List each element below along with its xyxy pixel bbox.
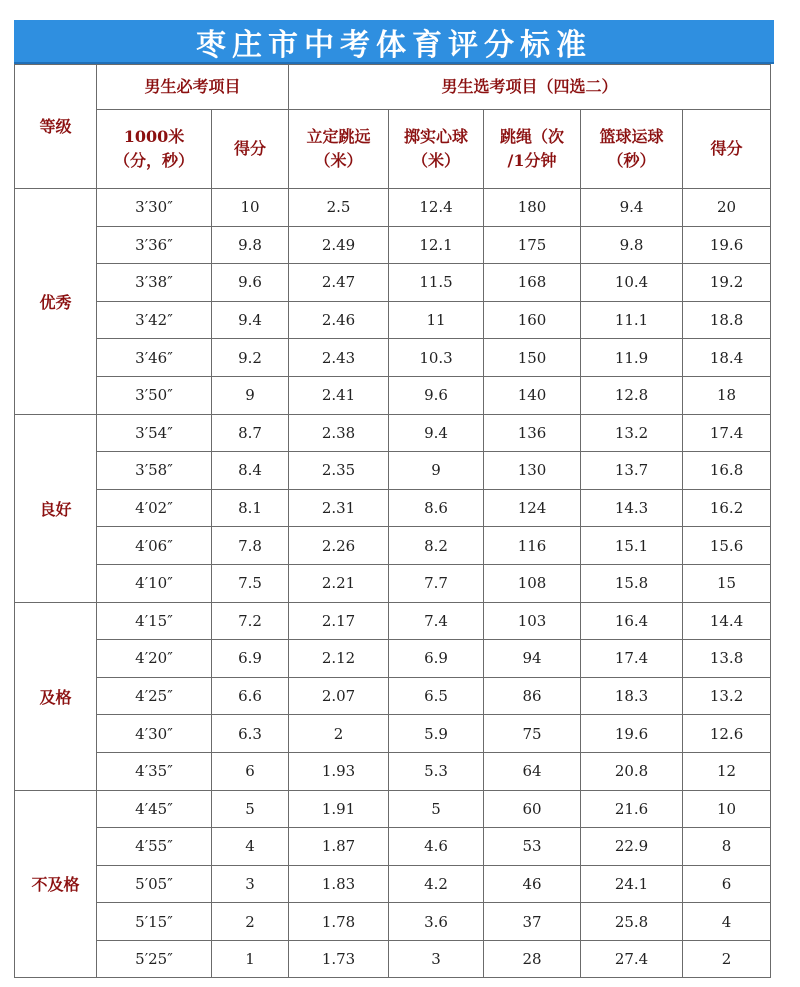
- long-jump-cell: 1.83: [289, 865, 389, 903]
- score2-cell: 14.4: [683, 602, 771, 640]
- score1-cell: 7.8: [212, 527, 289, 565]
- score2-cell: 10: [683, 790, 771, 828]
- jump-rope-cell: 94: [484, 640, 581, 678]
- run-1000m-header-line1: 1000米: [123, 127, 185, 146]
- basketball-dribble-header: [581, 110, 683, 189]
- run-1000m-cell: 4′25″: [97, 677, 212, 715]
- score2-cell: 2: [683, 940, 771, 978]
- solid-ball-cell: 9: [389, 452, 484, 490]
- long-jump-cell: 1.93: [289, 752, 389, 790]
- solid-ball-cell: 12.4: [389, 189, 484, 227]
- jump-rope-cell: 53: [484, 828, 581, 866]
- score1-cell: 5: [212, 790, 289, 828]
- jump-rope-cell: 86: [484, 677, 581, 715]
- solid-ball-cell: 10.3: [389, 339, 484, 377]
- run-1000m-cell: 5′25″: [97, 940, 212, 978]
- basketball-dribble-header-line1: 篮球运球: [599, 127, 664, 146]
- jump-rope-cell: 136: [484, 414, 581, 452]
- solid-ball-cell: 9.4: [389, 414, 484, 452]
- score2-cell: 13.8: [683, 640, 771, 678]
- long-jump-cell: 2: [289, 715, 389, 753]
- basketball-dribble-cell: 24.1: [581, 865, 683, 903]
- table-row: [15, 640, 771, 678]
- jump-rope-cell: 46: [484, 865, 581, 903]
- score1-cell: 2: [212, 903, 289, 941]
- table-row: [15, 828, 771, 866]
- score1-cell: 10: [212, 189, 289, 227]
- basketball-dribble-cell: 15.8: [581, 564, 683, 602]
- run-1000m-cell: 3′50″: [97, 376, 212, 414]
- table-row: [15, 790, 771, 828]
- run-1000m-cell: 4′55″: [97, 828, 212, 866]
- solid-ball-cell: 8.2: [389, 527, 484, 565]
- solid-ball-cell: 8.6: [389, 489, 484, 527]
- run-1000m-cell: 5′05″: [97, 865, 212, 903]
- solid-ball-cell: 6.9: [389, 640, 484, 678]
- score2-cell: 18.8: [683, 301, 771, 339]
- table-row: [15, 489, 771, 527]
- score1-cell: 8.1: [212, 489, 289, 527]
- table-row: [15, 564, 771, 602]
- solid-ball-cell: 6.5: [389, 677, 484, 715]
- run-1000m-cell: 4′10″: [97, 564, 212, 602]
- score2-cell: 16.2: [683, 489, 771, 527]
- table-row: [15, 527, 771, 565]
- long-jump-cell: 1.87: [289, 828, 389, 866]
- score2-cell: 20: [683, 189, 771, 227]
- grade-cell: 良好: [15, 414, 97, 602]
- table-row: [15, 189, 771, 227]
- solid-ball-header-line2: （米）: [412, 151, 461, 170]
- solid-ball-cell: 5.3: [389, 752, 484, 790]
- basketball-dribble-cell: 15.1: [581, 527, 683, 565]
- basketball-dribble-cell: 22.9: [581, 828, 683, 866]
- score2-cell: 6: [683, 865, 771, 903]
- table-row: [15, 376, 771, 414]
- run-1000m-cell: 5′15″: [97, 903, 212, 941]
- score1-cell: 6.6: [212, 677, 289, 715]
- score2-header: 得分: [683, 110, 771, 189]
- jump-rope-cell: 180: [484, 189, 581, 227]
- run-1000m-cell: 3′46″: [97, 339, 212, 377]
- solid-ball-cell: 12.1: [389, 226, 484, 264]
- run-1000m-cell: 4′45″: [97, 790, 212, 828]
- jump-rope-header-line2: /1分钟: [507, 151, 557, 170]
- jump-rope-cell: 150: [484, 339, 581, 377]
- run-1000m-cell: 3′42″: [97, 301, 212, 339]
- jump-rope-cell: 160: [484, 301, 581, 339]
- long-jump-cell: 2.43: [289, 339, 389, 377]
- long-jump-cell: 2.07: [289, 677, 389, 715]
- basketball-dribble-cell: 19.6: [581, 715, 683, 753]
- jump-rope-header: [484, 110, 581, 189]
- optional-group-header: 男生选考项目（四选二）: [289, 65, 771, 110]
- solid-ball-cell: 3: [389, 940, 484, 978]
- table-row: [15, 339, 771, 377]
- jump-rope-cell: 108: [484, 564, 581, 602]
- score1-cell: 6.3: [212, 715, 289, 753]
- jump-rope-cell: 124: [484, 489, 581, 527]
- solid-ball-cell: 5: [389, 790, 484, 828]
- solid-ball-cell: 7.4: [389, 602, 484, 640]
- table-row: [15, 301, 771, 339]
- score1-cell: 4: [212, 828, 289, 866]
- score2-cell: 19.2: [683, 264, 771, 302]
- jump-rope-cell: 37: [484, 903, 581, 941]
- score2-cell: 17.4: [683, 414, 771, 452]
- long-jump-header-line2: （米）: [314, 151, 363, 170]
- basketball-dribble-cell: 21.6: [581, 790, 683, 828]
- page-title: 枣庄市中考体育评分标准: [14, 20, 774, 64]
- long-jump-cell: 2.17: [289, 602, 389, 640]
- score1-cell: 6.9: [212, 640, 289, 678]
- score2-cell: 15: [683, 564, 771, 602]
- long-jump-cell: 1.91: [289, 790, 389, 828]
- run-1000m-cell: 3′36″: [97, 226, 212, 264]
- long-jump-cell: 2.35: [289, 452, 389, 490]
- score1-cell: 8.7: [212, 414, 289, 452]
- score2-cell: 16.8: [683, 452, 771, 490]
- long-jump-cell: 2.49: [289, 226, 389, 264]
- score1-cell: 9: [212, 376, 289, 414]
- run-1000m-cell: 3′30″: [97, 189, 212, 227]
- basketball-dribble-cell: 17.4: [581, 640, 683, 678]
- grade-header: 等级: [15, 65, 97, 189]
- solid-ball-cell: 7.7: [389, 564, 484, 602]
- table-row: [15, 264, 771, 302]
- score-table: [14, 64, 771, 978]
- basketball-dribble-cell: 12.8: [581, 376, 683, 414]
- run-1000m-cell: 3′58″: [97, 452, 212, 490]
- run-1000m-cell: 4′20″: [97, 640, 212, 678]
- score2-cell: 18: [683, 376, 771, 414]
- score1-cell: 8.4: [212, 452, 289, 490]
- score1-cell: 9.2: [212, 339, 289, 377]
- jump-rope-cell: 60: [484, 790, 581, 828]
- table-row: [15, 865, 771, 903]
- solid-ball-cell: 4.6: [389, 828, 484, 866]
- jump-rope-cell: 168: [484, 264, 581, 302]
- basketball-dribble-cell: 10.4: [581, 264, 683, 302]
- long-jump-cell: 2.21: [289, 564, 389, 602]
- run-1000m-cell: 4′15″: [97, 602, 212, 640]
- table-row: [15, 452, 771, 490]
- jump-rope-cell: 175: [484, 226, 581, 264]
- long-jump-cell: 2.31: [289, 489, 389, 527]
- score1-cell: 6: [212, 752, 289, 790]
- solid-ball-header-line1: 掷实心球: [404, 127, 469, 146]
- basketball-dribble-cell: 11.9: [581, 339, 683, 377]
- score2-cell: 12.6: [683, 715, 771, 753]
- solid-ball-cell: 11.5: [389, 264, 484, 302]
- basketball-dribble-cell: 11.1: [581, 301, 683, 339]
- basketball-dribble-cell: 9.4: [581, 189, 683, 227]
- table-row: [15, 752, 771, 790]
- jump-rope-cell: 28: [484, 940, 581, 978]
- score2-cell: 18.4: [683, 339, 771, 377]
- long-jump-cell: 2.47: [289, 264, 389, 302]
- score1-cell: 9.8: [212, 226, 289, 264]
- jump-rope-cell: 130: [484, 452, 581, 490]
- jump-rope-header-line1: 跳绳（次: [500, 127, 565, 146]
- table-row: [15, 903, 771, 941]
- solid-ball-cell: 4.2: [389, 865, 484, 903]
- score1-cell: 1: [212, 940, 289, 978]
- required-group-header: 男生必考项目: [97, 65, 289, 110]
- table-row: [15, 940, 771, 978]
- long-jump-header: [289, 110, 389, 189]
- basketball-dribble-cell: 18.3: [581, 677, 683, 715]
- basketball-dribble-cell: 13.7: [581, 452, 683, 490]
- run-1000m-cell: 4′35″: [97, 752, 212, 790]
- table-row: [15, 677, 771, 715]
- table-row: [15, 226, 771, 264]
- score1-cell: 9.6: [212, 264, 289, 302]
- long-jump-cell: 2.46: [289, 301, 389, 339]
- run-1000m-cell: 4′06″: [97, 527, 212, 565]
- solid-ball-cell: 5.9: [389, 715, 484, 753]
- jump-rope-cell: 140: [484, 376, 581, 414]
- jump-rope-cell: 116: [484, 527, 581, 565]
- basketball-dribble-cell: 14.3: [581, 489, 683, 527]
- long-jump-cell: 1.78: [289, 903, 389, 941]
- table-body: [15, 189, 771, 978]
- grade-cell: 优秀: [15, 189, 97, 415]
- table-row: [15, 715, 771, 753]
- basketball-dribble-cell: 16.4: [581, 602, 683, 640]
- score1-cell: 3: [212, 865, 289, 903]
- solid-ball-cell: 11: [389, 301, 484, 339]
- long-jump-cell: 1.73: [289, 940, 389, 978]
- solid-ball-cell: 3.6: [389, 903, 484, 941]
- basketball-dribble-header-line2: （秒）: [607, 151, 656, 170]
- table-header: [15, 65, 771, 189]
- score2-cell: 4: [683, 903, 771, 941]
- jump-rope-cell: 75: [484, 715, 581, 753]
- long-jump-header-line1: 立定跳远: [306, 127, 371, 146]
- long-jump-cell: 2.5: [289, 189, 389, 227]
- jump-rope-cell: 103: [484, 602, 581, 640]
- basketball-dribble-cell: 13.2: [581, 414, 683, 452]
- solid-ball-header: [389, 110, 484, 189]
- score2-cell: 19.6: [683, 226, 771, 264]
- basketball-dribble-cell: 25.8: [581, 903, 683, 941]
- grade-cell: 不及格: [15, 790, 97, 978]
- run-1000m-header: [97, 110, 212, 189]
- run-1000m-cell: 3′54″: [97, 414, 212, 452]
- run-1000m-header-line2: （分，秒）: [113, 151, 194, 170]
- jump-rope-cell: 64: [484, 752, 581, 790]
- grade-cell: 及格: [15, 602, 97, 790]
- solid-ball-cell: 9.6: [389, 376, 484, 414]
- score1-cell: 7.5: [212, 564, 289, 602]
- basketball-dribble-cell: 9.8: [581, 226, 683, 264]
- score1-cell: 9.4: [212, 301, 289, 339]
- table-row: [15, 414, 771, 452]
- score1-cell: 7.2: [212, 602, 289, 640]
- long-jump-cell: 2.38: [289, 414, 389, 452]
- basketball-dribble-cell: 20.8: [581, 752, 683, 790]
- run-1000m-cell: 3′38″: [97, 264, 212, 302]
- score2-cell: 13.2: [683, 677, 771, 715]
- score2-cell: 8: [683, 828, 771, 866]
- long-jump-cell: 2.12: [289, 640, 389, 678]
- long-jump-cell: 2.26: [289, 527, 389, 565]
- run-1000m-cell: 4′02″: [97, 489, 212, 527]
- table-row: [15, 602, 771, 640]
- score2-cell: 15.6: [683, 527, 771, 565]
- score1-header: 得分: [212, 110, 289, 189]
- score2-cell: 12: [683, 752, 771, 790]
- run-1000m-cell: 4′30″: [97, 715, 212, 753]
- basketball-dribble-cell: 27.4: [581, 940, 683, 978]
- long-jump-cell: 2.41: [289, 376, 389, 414]
